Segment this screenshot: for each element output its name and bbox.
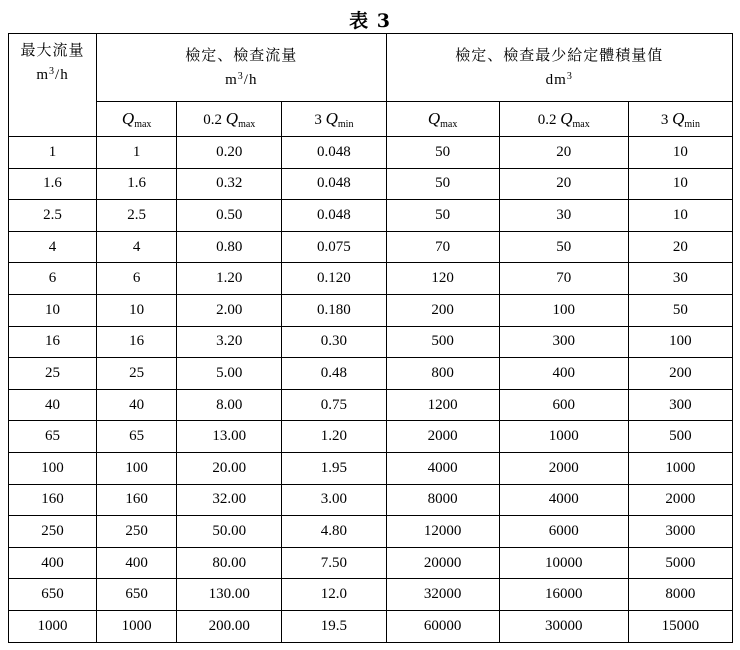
table-cell: 30000 [499,610,628,642]
table-cell: 2.5 [97,200,177,232]
table-cell: 30 [499,200,628,232]
table-cell: 8000 [628,579,732,611]
table-cell: 6 [9,263,97,295]
table-cell: 0.120 [282,263,386,295]
table-row [9,452,733,484]
table-cell: 10 [97,294,177,326]
table-cell: 13.00 [177,421,282,453]
table-cell: 20 [499,168,628,200]
table-cell: 130.00 [177,579,282,611]
table-row [9,610,733,642]
table-cell: 70 [386,231,499,263]
table-cell: 2000 [628,484,732,516]
table-cell: 0.20 [177,137,282,169]
table-cell: 2000 [499,452,628,484]
table-cell: 1.6 [97,168,177,200]
table-cell: 100 [499,294,628,326]
table-cell: 0.80 [177,231,282,263]
table-cell: 10000 [499,547,628,579]
max-flow-header [9,34,97,137]
table-cell: 6 [97,263,177,295]
table-cell: 800 [386,358,499,390]
table-row [9,200,733,232]
table-row [9,484,733,516]
table-cell: 16000 [499,579,628,611]
table-cell: 16 [97,326,177,358]
table-cell: 65 [97,421,177,453]
table-row [9,168,733,200]
table-cell: 40 [9,389,97,421]
table-cell: 12.0 [282,579,386,611]
test-flow-group-header [97,34,386,102]
table-cell: 1000 [9,610,97,642]
table-cell: 10 [628,168,732,200]
table-cell: 1000 [97,610,177,642]
table-cell: 25 [97,358,177,390]
table-cell: 0.180 [282,294,386,326]
table-cell: 100 [9,452,97,484]
table-cell: 5000 [628,547,732,579]
table-row [9,579,733,611]
table-cell: 50 [386,200,499,232]
table-cell: 0.048 [282,137,386,169]
table-row [9,231,733,263]
table-cell: 250 [97,516,177,548]
table-cell: 0.075 [282,231,386,263]
table-cell: 400 [97,547,177,579]
table-cell: 500 [386,326,499,358]
table-cell: 20 [628,231,732,263]
test-flow-label: 檢定、檢查流量 [185,45,298,64]
table-cell: 3.00 [282,484,386,516]
table-cell: 0.50 [177,200,282,232]
col-flow-qmax: $Q_{max}$ [97,102,177,137]
table-cell: 160 [97,484,177,516]
table-cell: 0.048 [282,200,386,232]
table-cell: 0.48 [282,358,386,390]
table-cell: 0.32 [177,168,282,200]
table-cell: 1200 [386,389,499,421]
table-row [9,421,733,453]
table-cell: 10 [9,294,97,326]
table-row [9,547,733,579]
table-cell: 160 [9,484,97,516]
table-cell: 12000 [386,516,499,548]
table-cell: 3000 [628,516,732,548]
table-cell: 4 [97,231,177,263]
table-cell: 30 [628,263,732,295]
table-row [9,358,733,390]
col-vol-qmax: $Q_{max}$ [386,102,499,137]
table-cell: 50 [386,168,499,200]
col-flow-3qmin: 3 $Q_{min}$ [282,102,386,137]
table-cell: 6000 [499,516,628,548]
table-cell: 4.80 [282,516,386,548]
table-row [9,294,733,326]
table-cell: 50 [499,231,628,263]
min-volume-unit: $dm^3$ [545,70,573,88]
table-cell: 300 [628,389,732,421]
table-cell: 650 [97,579,177,611]
table-cell: 300 [499,326,628,358]
table-cell: 16 [9,326,97,358]
table-cell: 8000 [386,484,499,516]
table-cell: 1.95 [282,452,386,484]
table-cell: 200 [628,358,732,390]
max-flow-label: 最大流量 [20,41,85,59]
max-flow-unit: $m^3/h$ [36,66,69,83]
table-cell: 8.00 [177,389,282,421]
table-row [9,263,733,295]
table-row [9,137,733,169]
table-cell: 1000 [628,452,732,484]
test-flow-unit: $m^3/h$ [225,70,258,88]
table-cell: 500 [628,421,732,453]
table-cell: 1 [9,137,97,169]
table-cell: 15000 [628,610,732,642]
table-cell: 20 [499,137,628,169]
table-cell: 100 [97,452,177,484]
min-volume-group-header [386,34,733,102]
table-cell: 65 [9,421,97,453]
table-cell: 7.50 [282,547,386,579]
table-cell: 1 [97,137,177,169]
table-title: 表 3 [349,10,391,32]
table-cell: 250 [9,516,97,548]
table-cell: 10 [628,200,732,232]
table-cell: 50.00 [177,516,282,548]
table-cell: 50 [386,137,499,169]
table-cell: 400 [499,358,628,390]
col-flow-02qmax: 0.2 $Q_{max}$ [177,102,282,137]
table-cell: 2.00 [177,294,282,326]
table-cell: 80.00 [177,547,282,579]
table-cell: 650 [9,579,97,611]
table-cell: 60000 [386,610,499,642]
table-row [9,516,733,548]
table-cell: 19.5 [282,610,386,642]
table-cell: 1.20 [282,421,386,453]
table-cell: 1.6 [9,168,97,200]
table-cell: 1.20 [177,263,282,295]
col-vol-3qmin: 3 $Q_{min}$ [628,102,732,137]
table-cell: 2000 [386,421,499,453]
table-cell: 120 [386,263,499,295]
col-vol-02qmax: 0.2 $Q_{max}$ [499,102,628,137]
table-cell: 50 [628,294,732,326]
table-row [9,326,733,358]
table-cell: 4000 [386,452,499,484]
table-cell: 200.00 [177,610,282,642]
table-cell: 32000 [386,579,499,611]
table-cell: 200 [386,294,499,326]
table-cell: 4 [9,231,97,263]
table-cell: 5.00 [177,358,282,390]
table-body [9,137,733,643]
table-cell: 20000 [386,547,499,579]
table-cell: 3.20 [177,326,282,358]
table-cell: 400 [9,547,97,579]
table-cell: 10 [628,137,732,169]
table-cell: 32.00 [177,484,282,516]
table-cell: 0.30 [282,326,386,358]
flow-volume-table [8,33,733,643]
table-cell: 2.5 [9,200,97,232]
table-cell: 4000 [499,484,628,516]
min-volume-label: 檢定、檢查最少給定體積量值 [455,45,664,64]
table-cell: 0.048 [282,168,386,200]
table-cell: 100 [628,326,732,358]
table-cell: 600 [499,389,628,421]
table-cell: 0.75 [282,389,386,421]
table-row [9,389,733,421]
table-cell: 1000 [499,421,628,453]
table-cell: 40 [97,389,177,421]
table-cell: 70 [499,263,628,295]
table-cell: 25 [9,358,97,390]
table-cell: 20.00 [177,452,282,484]
